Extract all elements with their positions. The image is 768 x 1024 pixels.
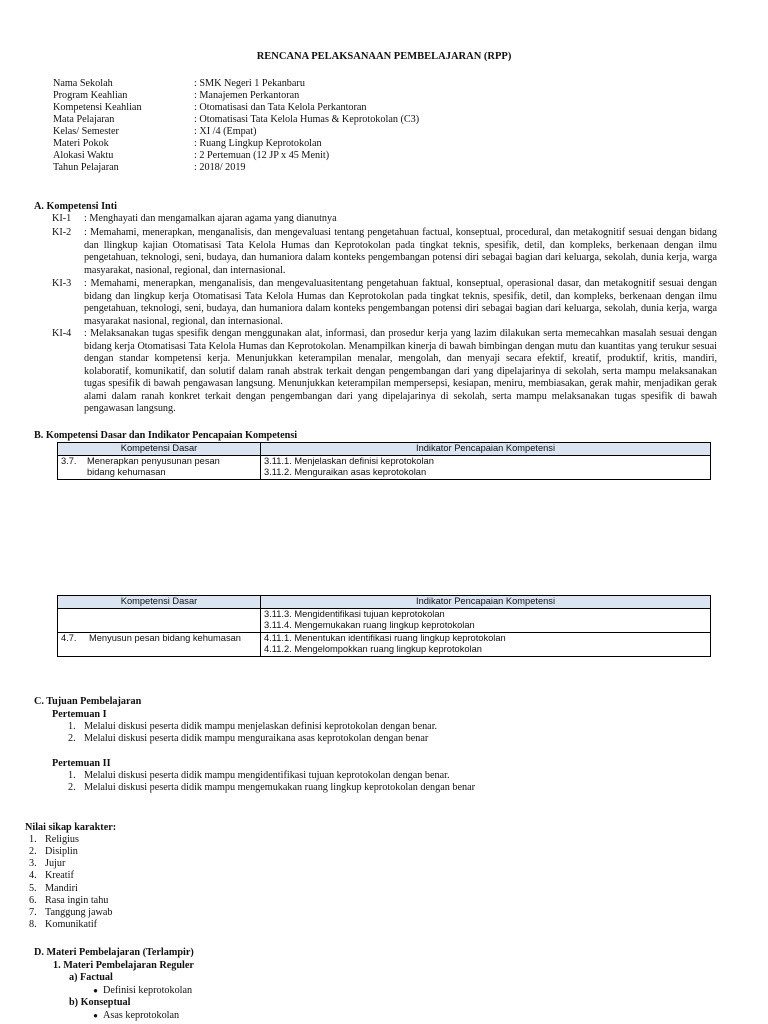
conceptual-item-text: Asas keprotokolan bbox=[103, 1010, 180, 1021]
meeting-1-title: Pertemuan I bbox=[52, 709, 107, 720]
section-c-heading: C. Tujuan Pembelajaran bbox=[34, 696, 142, 707]
ki-code: KI-3 bbox=[52, 278, 72, 289]
kd-header: Kompetensi Dasar bbox=[58, 443, 261, 456]
document-title: RENCANA PELAKSANAAN PEMBELAJARAN (RPP) bbox=[256, 51, 512, 62]
indicator-text: 3.11.3. Mengidentifikasi tujuan keprotokolan bbox=[264, 608, 445, 619]
factual-item bbox=[88, 985, 192, 997]
objective-text: Melalui diskusi peserta didik mampu menguraikana asas keprotokolan dengan benar bbox=[84, 733, 429, 744]
ki-text: : Memahami, menerapkan, menganalisis, dan mengevaluasi tentang pengetahuan factual, konseptual, procedural, dan metakognitif sesuai dengan bidang dan llingkup kajian Otomatisasi Tata Kelola Humas dan Keprotokolan pada tingkat teknis, spesifik, detil, dan kompleks, berkenaan dengan ilmu pengetahuan, teknologi, seni, budaya, dan humaniora dalam konteks pengembangan potensi diri sebagai bagian dari keluarga, sekolah, dunia kerja, warga masyarakat, nasional, regional, dan internasional. bbox=[84, 227, 717, 276]
identity-label: Kompetensi Keahlian bbox=[53, 102, 142, 113]
kd-table-2 bbox=[57, 595, 711, 657]
kd-cell bbox=[58, 608, 261, 632]
conceptual-label: b) Konseptual bbox=[69, 997, 131, 1008]
character-value-text: Jujur bbox=[45, 858, 66, 869]
identity-label: Program Keahlian bbox=[53, 90, 128, 101]
identity-value: : Manajemen Perkantoran bbox=[194, 90, 300, 101]
identity-value: : XI /4 (Empat) bbox=[194, 126, 257, 137]
indicator-text: 3.11.1. Menjelaskan definisi keprotokolan bbox=[264, 455, 434, 466]
identity-label: Kelas/ Semester bbox=[53, 126, 119, 137]
objective-item: 2. Melalui diskusi peserta didik mampu mengemukakan ruang lingkup keprotokolan dengan benar bbox=[68, 782, 475, 793]
ki-text: : Menghayati dan mengamalkan ajaran agama yang dianutnya bbox=[84, 213, 337, 224]
character-value-text: Mandiri bbox=[45, 883, 78, 894]
ki-item bbox=[52, 278, 717, 328]
bullet-icon: ● bbox=[93, 1011, 98, 1020]
indicator-text: 3.11.2. Menguraikan asas keprotokolan bbox=[264, 467, 427, 477]
kd-cell bbox=[58, 455, 261, 479]
ki-code: KI-4 bbox=[52, 328, 72, 339]
kd-header: Kompetensi Dasar bbox=[58, 596, 261, 609]
identity-label: Alokasi Waktu bbox=[53, 150, 114, 161]
character-value-item: 5. Mandiri bbox=[29, 883, 78, 894]
character-value-item: 8. Komunikatif bbox=[29, 919, 98, 930]
identity-label: Tahun Pelajaran bbox=[53, 162, 119, 173]
identity-label: Materi Pokok bbox=[53, 138, 109, 149]
identity-value: : 2018/ 2019 bbox=[194, 162, 246, 173]
conceptual-item bbox=[88, 1010, 179, 1022]
objective-text: Melalui diskusi peserta didik mampu mengidentifikasi tujuan keprotokolan dengan benar. bbox=[84, 770, 450, 781]
indicator-cell bbox=[261, 455, 711, 479]
character-value-item: 4. Kreatif bbox=[29, 870, 74, 881]
character-value-text: Religius bbox=[45, 834, 79, 845]
kd-number: 3.7. bbox=[61, 455, 77, 466]
ki-item bbox=[52, 328, 717, 416]
section-d-heading: D. Materi Pembelajaran (Terlampir) bbox=[34, 947, 194, 958]
indicator-text: 3.11.4. Mengemukakan ruang lingkup keprotokolan bbox=[264, 620, 475, 630]
indicator-header: Indikator Pencapaian Kompetensi bbox=[261, 596, 711, 609]
indicator-text: 4.11.1. Menentukan identifikasi ruang lingkup keprotokolan bbox=[264, 632, 506, 643]
character-value-item: 1. Religius bbox=[29, 834, 79, 845]
ki-code: KI-2 bbox=[52, 227, 72, 238]
kd-number: 4.7. bbox=[61, 632, 77, 643]
kd-table-1 bbox=[57, 442, 711, 480]
kd-text: Menerapkan penyusunan pesan bbox=[87, 455, 220, 466]
objective-text: Melalui diskusi peserta didik mampu menjelaskan definisi keprotokolan dengan benar. bbox=[84, 721, 438, 732]
character-values-heading: Nilai sikap karakter: bbox=[25, 822, 117, 833]
objective-item: 2. Melalui diskusi peserta didik mampu menguraikana asas keprotokolan dengan benar bbox=[68, 733, 429, 744]
character-value-item: 2. Disiplin bbox=[29, 846, 78, 857]
ki-item bbox=[52, 227, 717, 277]
bullet-icon: ● bbox=[93, 986, 98, 995]
character-value-text: Tanggung jawab bbox=[45, 907, 113, 918]
kd-text: Menyusun pesan bidang kehumasan bbox=[89, 632, 241, 643]
kd-text: bidang kehumasan bbox=[87, 467, 166, 477]
identity-value: : SMK Negeri 1 Pekanbaru bbox=[194, 78, 305, 89]
indicator-text: 4.11.2. Mengelompokkan ruang lingkup keprotokolan bbox=[264, 644, 482, 654]
section-b-heading: B. Kompetensi Dasar dan Indikator Pencapaian Kompetensi bbox=[34, 430, 298, 441]
identity-value: : Otomatisasi Tata Kelola Humas & Keprotokolan (C3) bbox=[194, 114, 420, 125]
ki-code: KI-1 bbox=[52, 213, 72, 224]
character-value-item: 3. Jujur bbox=[29, 858, 66, 869]
objective-item: 1. Melalui diskusi peserta didik mampu menjelaskan definisi keprotokolan dengan benar. bbox=[68, 721, 438, 732]
materi-reguler-heading: 1. Materi Pembelajaran Reguler bbox=[53, 960, 194, 971]
identity-label: Mata Pelajaran bbox=[53, 114, 115, 125]
ki-item bbox=[52, 213, 717, 226]
factual-item-text: Definisi keprotokolan bbox=[103, 985, 193, 996]
identity-label: Nama Sekolah bbox=[53, 78, 113, 89]
objective-text: Melalui diskusi peserta didik mampu mengemukakan ruang lingkup keprotokolan dengan benar bbox=[84, 782, 475, 793]
character-value-text: Disiplin bbox=[45, 846, 78, 857]
indicator-header: Indikator Pencapaian Kompetensi bbox=[261, 443, 711, 456]
objective-item: 1. Melalui diskusi peserta didik mampu mengidentifikasi tujuan keprotokolan dengan benar. bbox=[68, 770, 450, 781]
character-value-text: Kreatif bbox=[45, 870, 74, 881]
identity-value: : Otomatisasi dan Tata Kelola Perkantoran bbox=[194, 102, 367, 113]
factual-label: a) Factual bbox=[69, 972, 113, 983]
identity-value: : 2 Pertemuan (12 JP x 45 Menit) bbox=[194, 150, 330, 161]
character-value-item: 6. Rasa ingin tahu bbox=[29, 895, 109, 906]
character-value-item: 7. Tanggung jawab bbox=[29, 907, 113, 918]
indicator-cell bbox=[261, 632, 711, 656]
kd-cell bbox=[58, 632, 261, 656]
character-value-text: Rasa ingin tahu bbox=[45, 895, 109, 906]
identity-value: : Ruang Lingkup Keprotokolan bbox=[194, 138, 322, 149]
section-a-heading: A. Kompetensi Inti bbox=[34, 201, 117, 212]
ki-text: : Memahami, menerapkan, menganalisis, dan mengevaluasitentang pengetahuan faktual, konseptual, operasional dasar, dan metakognitif sesuai dengan bidang dan lingkup kerja Otomatisasi Tata Kelola Humas dan Keprotokolan pada tingkat teknis, spesifik, detil, dan kompleks, berkenaan dengan ilmu pengetahuan, teknologi, seni, budaya, dan humaniora dalam konteks pengembangan potensi diri sebagai bagian dari keluarga, sekolah, dunia kerja, warga masyarakat nasional, regional, dan internasional. bbox=[84, 278, 717, 327]
ki-text: : Melaksanakan tugas spesifik dengan menggunakan alat, informasi, dan prosedur kerja yang lazim dilakukan serta memecahkan masalah sesuai dengan bidang kerja Otomatisasi Tata Kelola Humas dan Keprotokolan. Menampilkan kinerja di bawah bimbingan dengan mutu dan kuantitas yang terukur sesuai dengan standar kompetensi kerja. Menunjukkan keterampilan menalar, mengolah, dan menyaji secara efektif, kreatif, produktif, kritis, mandiri, kolaboratif, komunikatif, dan solutif dalam ranah abstrak terkait dengan pengembangan dari yang dipelajarinya di sekolah, serta mampu melaksanakan tugas spesifik di bawah pengawasan langsung. Menunjukkan keterampilan mempersepsi, kesiapan, meniru, membiasakan, gerak mahir, menjadikan gerak alami dalam ranah konkret terkait dengan pengembangan dari yang dipelajarinya di sekolah, serta mampu melaksanakan tugas spesifik di bawah pengawasan langsung. bbox=[84, 328, 717, 414]
meeting-2-title: Pertemuan II bbox=[52, 758, 111, 769]
indicator-cell bbox=[261, 608, 711, 632]
character-value-text: Komunikatif bbox=[45, 919, 98, 930]
